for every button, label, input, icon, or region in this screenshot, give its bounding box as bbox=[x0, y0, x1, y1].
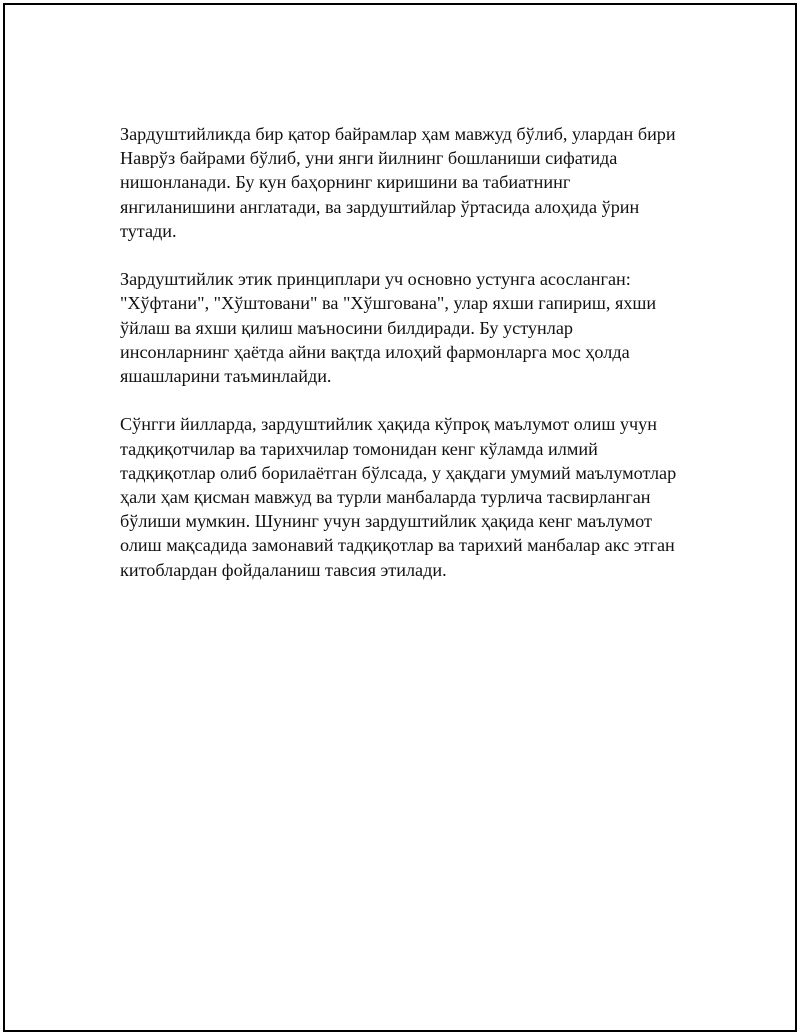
paragraph-research: Сўнгги йилларда, зардуштийлик ҳақида кўпроқ маълумот олиш учун тадқиқотчилар ва тарихчилар томонидан кенг кўламда илмий тадқиқотлар олиб борилаётган бўлсада, у ҳақдаги умумий маълумотлар ҳали ҳам қисман мавжуд ва турли манбаларда турлича тасвирланган бўлиши мумкин. Шунинг учун зардуштийлик ҳақида кенг маълумот олиш мақсадида замонавий тадқиқотлар ва тарихий манбалар акс этган китоблардан фойдаланиш тавсия этилади. bbox=[120, 414, 677, 580]
page-frame bbox=[3, 3, 797, 1032]
document-body bbox=[120, 122, 680, 582]
paragraph-ethics: Зардуштийлик этик принциплари уч основно устунга асосланган: "Хўфтани", "Хўштовани" ва "Хўшгована", улар яхши гапириш, яхши ўйлаш ва яхши қилиш маъносини билдиради. Бу устунлар инсонларнинг ҳаётда айни вақтда илоҳий фармонларга мос ҳолда яшашларини таъминлайди. bbox=[120, 269, 657, 387]
paragraph-navruz: Зардуштийликда бир қатор байрамлар ҳам мавжуд бўлиб, улардан бири Наврўз байрами бўлиб, уни янги йилнинг бошланиши сифатида нишонланади. Бу кун баҳорнинг киришини ва табиатнинг янгиланишини англатади, ва зардуштийлар ўртасида алоҳида ўрин тутади. bbox=[120, 124, 676, 241]
